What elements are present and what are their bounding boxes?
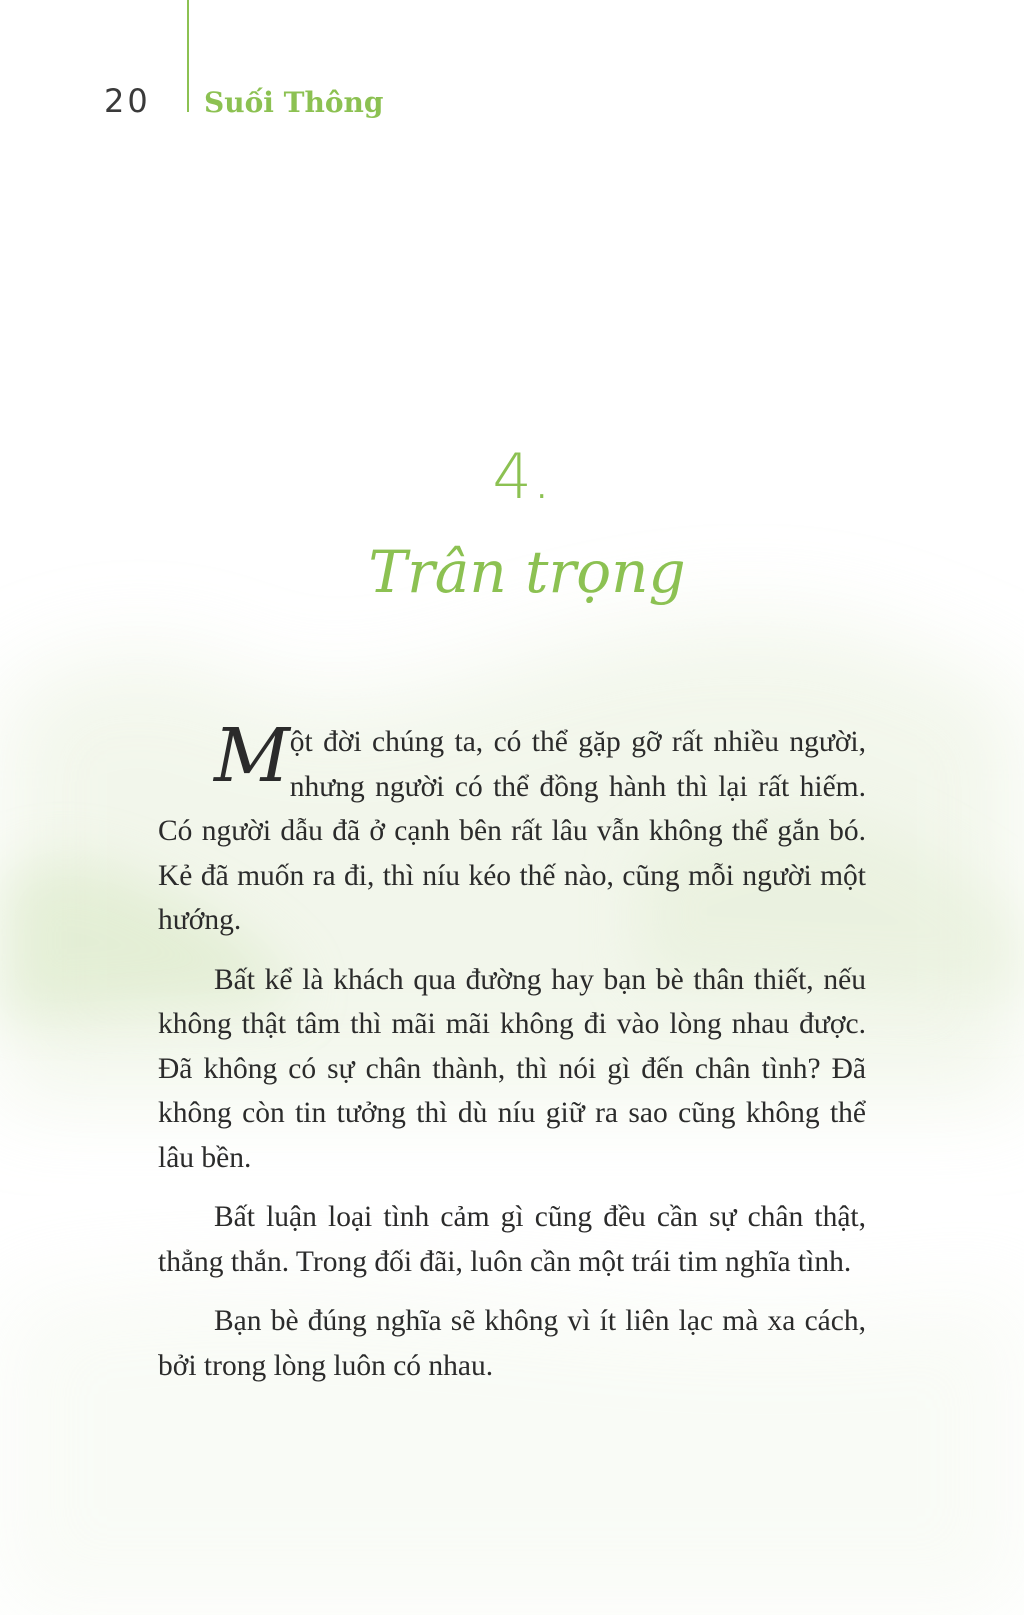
drop-cap: M [214,713,290,799]
paragraph: Bất luận loại tình cảm gì cũng đều cần sự chân thật, thẳng thắn. Trong đối đãi, luôn cần một trái tim nghĩa tình. [158,1201,866,1278]
paragraph [158,713,866,943]
running-title: Suối Thông [204,86,384,119]
chapter-number: 4. [492,440,552,513]
paragraph: Bạn bè đúng nghĩa sẽ không vì ít liên lạc mà xa cách, bởi trong lòng luôn có nhau. [158,1305,866,1382]
paragraph: Bất kể là khách qua đường hay bạn bè thân thiết, nếu không thật tâm thì mãi mãi không đi vào lòng nhau được. Đã không có sự chân thành, thì nói gì đến chân tình? Đã không còn tin tưởng thì dù níu giữ ra sao cũng không thể lâu bền. [158,963,866,1174]
header-divider [187,0,189,112]
paragraph-text: ột đời chúng ta, có thể gặp gỡ rất nhiều người, nhưng người có thể đồng hành thì lại rất hiếm. Có người dẫu đã ở cạnh bên rất lâu vẫn không thể gắn bó. Kẻ đã muốn ra đi, thì níu kéo thế nào, cũng mỗi người một hướng. [158,726,866,936]
chapter-title: Trân trọng [368,538,686,606]
chapter-body [158,713,866,1403]
page-number: 20 [104,82,151,120]
